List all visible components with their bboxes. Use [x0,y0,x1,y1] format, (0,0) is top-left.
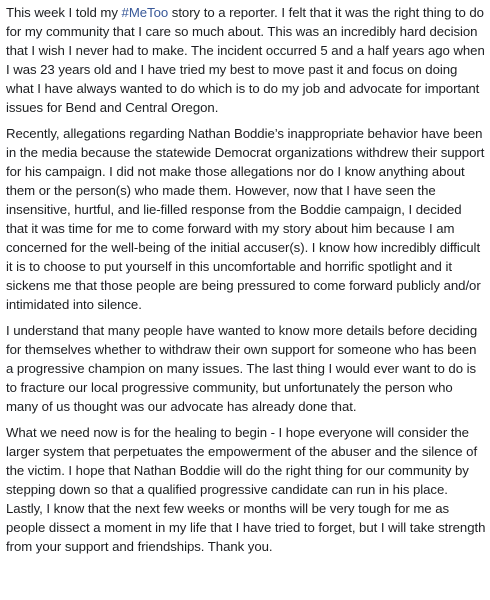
post-paragraph-4: What we need now is for the healing to begin - I hope everyone will consider the larger system that perpetuates the empowerment of the abuser and the silence of the victim. I hope that Nathan Boddie will do the right thing for our community by stepping down so that a qualified progressive candidate can run in his place. Lastly, I know that the next few weeks or months will be very tough for me as people dissect a moment in my life that I have tried to forget, but I will take strength from your support and friendships. Thank you. [6,425,486,554]
metoo-hashtag-link[interactable]: #MeToo [121,5,169,20]
post-paragraph-1 [6,3,486,117]
paragraph-text: This week I told my [6,5,122,20]
paragraph-text: story to a reporter. I felt that it was the right thing to do for my community that I care so much about. This was an incredibly hard decision that I wish I never had to make. The incident occurred 5 and a half years ago when I was 23 years old and I have tried my best to move past it and focus on doing what I have always wanted to do which is to do my job and advocate for important issues for Bend and Central Oregon. [6,5,485,115]
post-paragraph-2: Recently, allegations regarding Nathan Boddie’s inappropriate behavior have been in the media because the statewide Democrat organizations withdrew their support for his campaign. I did not make those allegations nor do I know anything about them or the person(s) who made them. However, now that I have seen the insensitive, hurtful, and lie-filled response from the Boddie campaign, I decided that it was time for me to come forward with my story about him because I am concerned for the well-being of the initial accuser(s). I know how incredibly difficult it is to choose to put yourself in this uncomfortable and horrific spotlight and it sickens me that those people are being pressured to come forward publicly and/or intimidated into silence. [6,126,485,312]
post-paragraph-3: I understand that many people have wanted to know more details before deciding for themselves whether to withdraw their own support for someone who has been a progressive champion on many issues. The last thing I would ever want to do is to fracture our local progressive community, but unfortunately the person who many of us thought was our advocate has already done that. [6,323,478,414]
